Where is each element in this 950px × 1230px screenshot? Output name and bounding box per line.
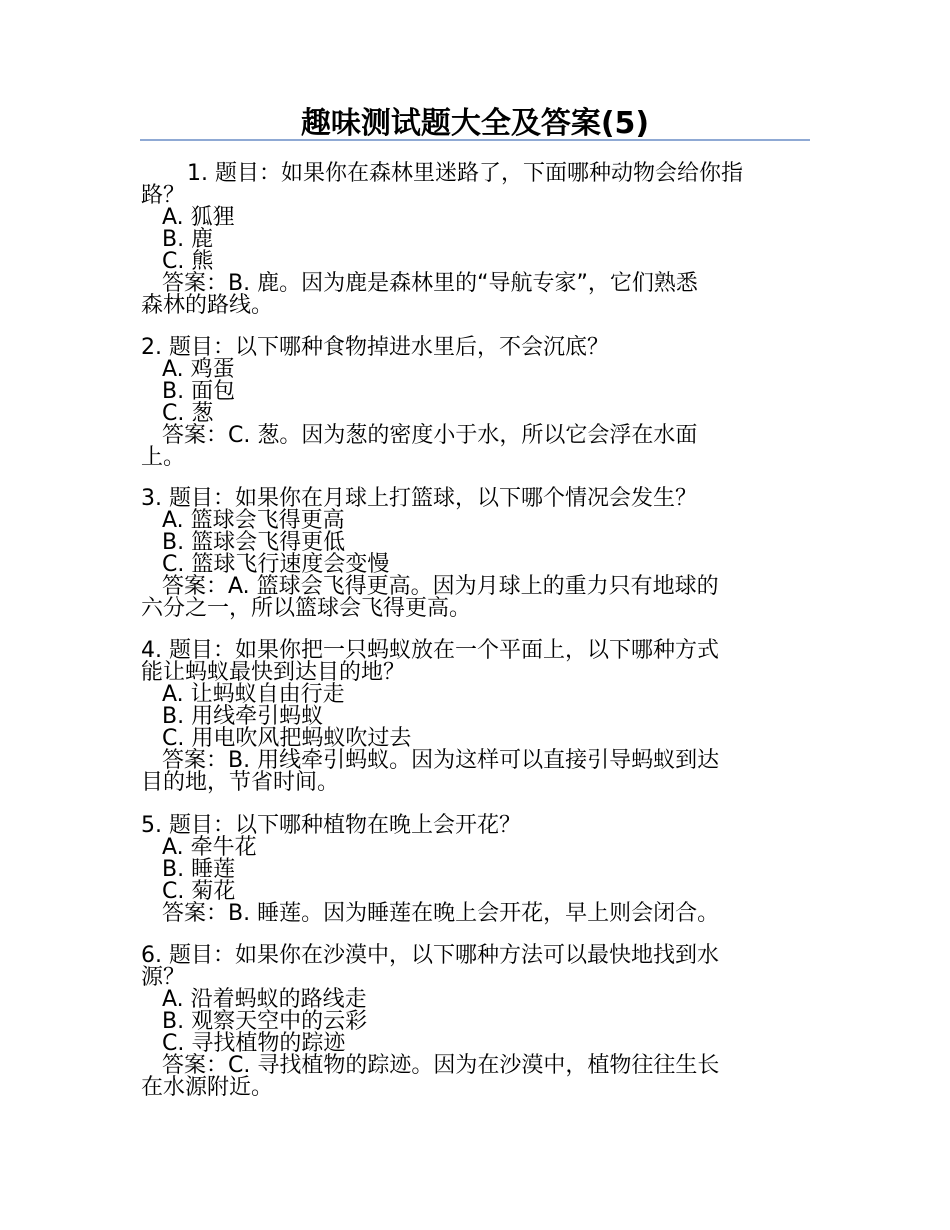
- answer-text: 答案：C. 寻找植物的踪迹。因为在沙漠中，植物往往生长: [162, 1053, 720, 1078]
- question-block-1: [141, 163, 821, 317]
- question-text-cont: 能让蚂蚁最快到达目的地？: [141, 660, 406, 685]
- question-text-cont: 路？: [141, 183, 186, 208]
- option-c: C. 葱: [162, 401, 214, 426]
- answer-text-cont: 目的地，节省时间。: [141, 770, 340, 795]
- question-text-cont: 源？: [141, 965, 186, 990]
- answer-text: 答案：A. 篮球会飞得更高。因为月球上的重力只有地球的: [162, 574, 719, 599]
- option-b: B. 用线牵引蚂蚁: [162, 704, 324, 729]
- question-block-5: [141, 815, 821, 925]
- option-b: B. 睡莲: [162, 857, 236, 882]
- option-a: A. 狐狸: [162, 205, 235, 230]
- option-c: C. 寻找植物的踪迹: [162, 1031, 346, 1056]
- option-c: C. 用电吹风把蚂蚁吹过去: [162, 726, 412, 751]
- answer-text-cont: 上。: [141, 445, 186, 470]
- question-text: 2. 题目：以下哪种食物掉进水里后，不会沉底？: [141, 335, 609, 360]
- answer-text-cont: 在水源附近。: [141, 1075, 274, 1100]
- answer-text: 答案：C. 葱。因为葱的密度小于水，所以它会浮在水面: [162, 423, 698, 448]
- question-text: 6. 题目：如果你在沙漠中，以下哪种方法可以最快地找到水: [141, 943, 719, 968]
- question-block-4: [141, 640, 821, 794]
- title-divider: [140, 139, 810, 141]
- option-c: C. 菊花: [162, 879, 236, 904]
- option-b: B. 篮球会飞得更低: [162, 530, 346, 555]
- question-text: 1. 题目：如果你在森林里迷路了，下面哪种动物会给你指: [187, 161, 743, 186]
- option-a: A. 牵牛花: [162, 835, 257, 860]
- question-text: 5. 题目：以下哪种植物在晚上会开花？: [141, 813, 521, 838]
- question-block-6: [141, 945, 821, 1099]
- answer-text-cont: 森林的路线。: [141, 293, 274, 318]
- option-c: C. 熊: [162, 249, 214, 274]
- option-c: C. 篮球飞行速度会变慢: [162, 552, 390, 577]
- option-b: B. 鹿: [162, 227, 214, 252]
- question-text: 4. 题目：如果你把一只蚂蚁放在一个平面上，以下哪种方式: [141, 638, 719, 663]
- question-block-3: [141, 488, 821, 620]
- answer-text: 答案：B. 睡莲。因为睡莲在晚上会开花，早上则会闭合。: [162, 901, 720, 926]
- question-block-2: [141, 337, 821, 469]
- option-b: B. 观察天空中的云彩: [162, 1009, 368, 1034]
- page-title: 趣味测试题大全及答案(5): [300, 106, 650, 141]
- option-b: B. 面包: [162, 379, 236, 404]
- option-a: A. 沿着蚂蚁的路线走: [162, 987, 367, 1012]
- answer-text: 答案：B. 用线牵引蚂蚁。因为这样可以直接引导蚂蚁到达: [162, 748, 720, 773]
- answer-text-cont: 六分之一，所以篮球会飞得更高。: [141, 596, 472, 621]
- answer-text: 答案：B. 鹿。因为鹿是森林里的“导航专家”，它们熟悉: [162, 271, 698, 296]
- option-a: A. 鸡蛋: [162, 357, 235, 382]
- option-a: A. 篮球会飞得更高: [162, 508, 345, 533]
- question-text: 3. 题目：如果你在月球上打篮球，以下哪个情况会发生？: [141, 486, 697, 511]
- option-a: A. 让蚂蚁自由行走: [162, 682, 345, 707]
